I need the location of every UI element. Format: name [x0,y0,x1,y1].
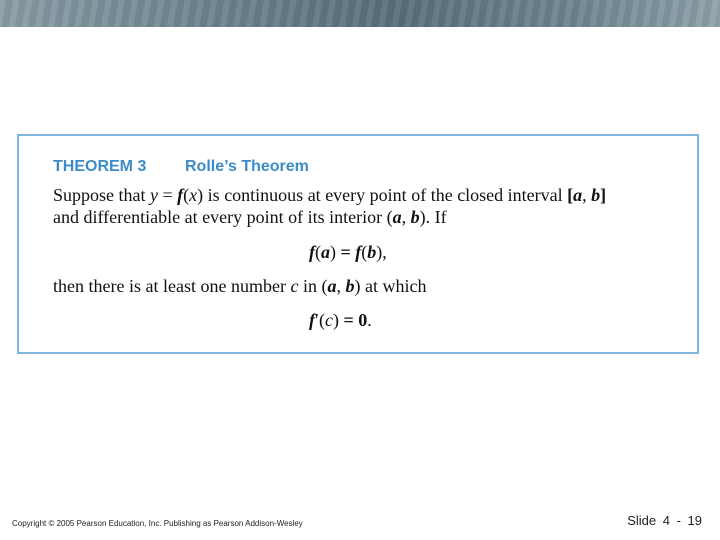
theorem-line-1: Suppose that y = f(x) is continuous at every point of the closed interval [a, b] [53,185,607,205]
top-decorative-band [0,0,720,27]
theorem-label: THEOREM 3 [53,158,147,175]
theorem-box [17,134,699,354]
slide-number: Slide 4 - 19 [627,513,702,528]
theorem-equation-2: f′(c) = 0. [309,310,372,330]
theorem-equation-1: f(a) = f(b), [309,242,387,262]
theorem-line-3: then there is at least one number c in (a, b) at which [53,276,427,296]
copyright-notice: Copyright © 2005 Pearson Education, Inc. Publishing as Pearson Addison-Wesley [12,519,303,528]
theorem-name: Rolle’s Theorem [185,158,309,175]
theorem-header [53,158,309,176]
theorem-line-2: and differentiable at every point of its interior (a, b). If [53,207,447,227]
